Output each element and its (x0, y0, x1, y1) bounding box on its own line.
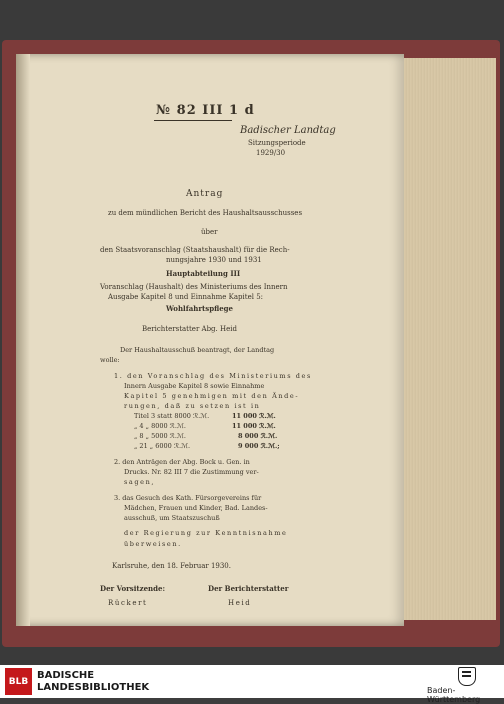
item1-line-a: 1. den Voranschlag des Ministeriums des (114, 372, 312, 380)
date-line: Karlsruhe, den 18. Februar 1930. (112, 562, 231, 570)
paragraph-1: Der Haushaltausschuß beantragt, der Landtag (120, 346, 275, 354)
library-name-line1: BADISCHE (37, 670, 95, 681)
item2-line-b: Drucks. Nr. 82 III 7 die Zustimmung ver- (124, 468, 259, 476)
footer-bar (0, 665, 504, 704)
left-signature-label: Der Vorsitzende: (100, 584, 166, 593)
item1-line-b: Innern Ausgabe Kapitel 8 sowie Einnahme (124, 382, 265, 390)
titel-row-label: „ 21 „ 6000 ℛ.ℳ. (134, 442, 191, 450)
header-session: Sitzungsperiode (248, 139, 306, 147)
right-signature-name: Heid (228, 599, 252, 607)
line-c: Voranschlag (Haushalt) des Ministeriums des Innern (100, 283, 288, 291)
titel-row-value: 11 000 ℛ.ℳ. (232, 422, 276, 430)
library-name (37, 670, 149, 694)
titel-row-value: 9 000 ℛ.ℳ.; (238, 442, 280, 450)
item2-line-c: sagen, (124, 478, 156, 486)
header-landtag: Badischer Landtag (240, 125, 336, 136)
library-name-line2: LANDESBIBLIOTHEK (37, 682, 150, 693)
page-edges (400, 58, 496, 620)
titel-row-label: Titel 3 statt 8000 ℛ.ℳ. (134, 412, 210, 420)
item3-line-c: ausschuß, um Staatszuschuß (124, 514, 220, 522)
reporter-line: Berichterstatter Abg. Heid (142, 325, 237, 333)
item2-line-a: 2. den Anträgen der Abg. Bock u. Gen. in (114, 458, 250, 466)
paragraph-2: wolle: (100, 356, 120, 364)
document-title: Antrag (186, 189, 224, 199)
item3-line-a: 3. das Gesuch des Kath. Fürsorgevereins für (114, 494, 262, 502)
left-signature-name: Rückert (108, 599, 148, 607)
page-gutter (16, 54, 30, 626)
number-underline (154, 120, 232, 121)
ueber-line: über (201, 228, 218, 236)
titel-row-label: „ 8 „ 5000 ℛ.ℳ. (134, 432, 186, 440)
document-number: № 82 III 1 d (156, 103, 255, 118)
hauptabteilung: Hauptabteilung III (166, 269, 241, 278)
titel-row-label: „ 4 „ 8000 ℛ.ℳ. (134, 422, 186, 430)
item1-line-c: Kapitel 5 genehmigen mit den Ände- (124, 392, 300, 400)
line-e: Wohlfahrtspflege (166, 304, 233, 313)
line-d: Ausgabe Kapitel 8 und Einnahme Kapitel 5: (108, 293, 264, 301)
header-year: 1929/30 (256, 149, 286, 157)
line-b: nungsjahre 1930 und 1931 (166, 256, 262, 264)
titel-row-value: 8 000 ℛ.ℳ. (238, 432, 278, 440)
item3-line-b: Mädchen, Frauen und Kinder, Bad. Landes- (124, 504, 268, 512)
titel-row-value: 11 000 ℛ.ℳ. (232, 412, 276, 420)
document-subtitle: zu dem mündlichen Bericht des Haushaltsausschusses (108, 209, 303, 217)
right-signature-label: Der Berichterstatter (208, 584, 289, 593)
blb-logo: BLB (5, 668, 32, 695)
line-a: den Staatsvoranschlag (Staatshaushalt) für die Rech- (100, 246, 290, 254)
item3-line-d: der Regierung zur Kenntnisnahme (124, 529, 288, 537)
item3-line-e: überweisen. (124, 540, 182, 548)
item1-line-d: rungen, daß zu setzen ist in (124, 402, 261, 410)
state-name: Baden-Württemberg (427, 686, 481, 704)
state-crest-icon (458, 667, 476, 686)
document-page (16, 54, 404, 626)
